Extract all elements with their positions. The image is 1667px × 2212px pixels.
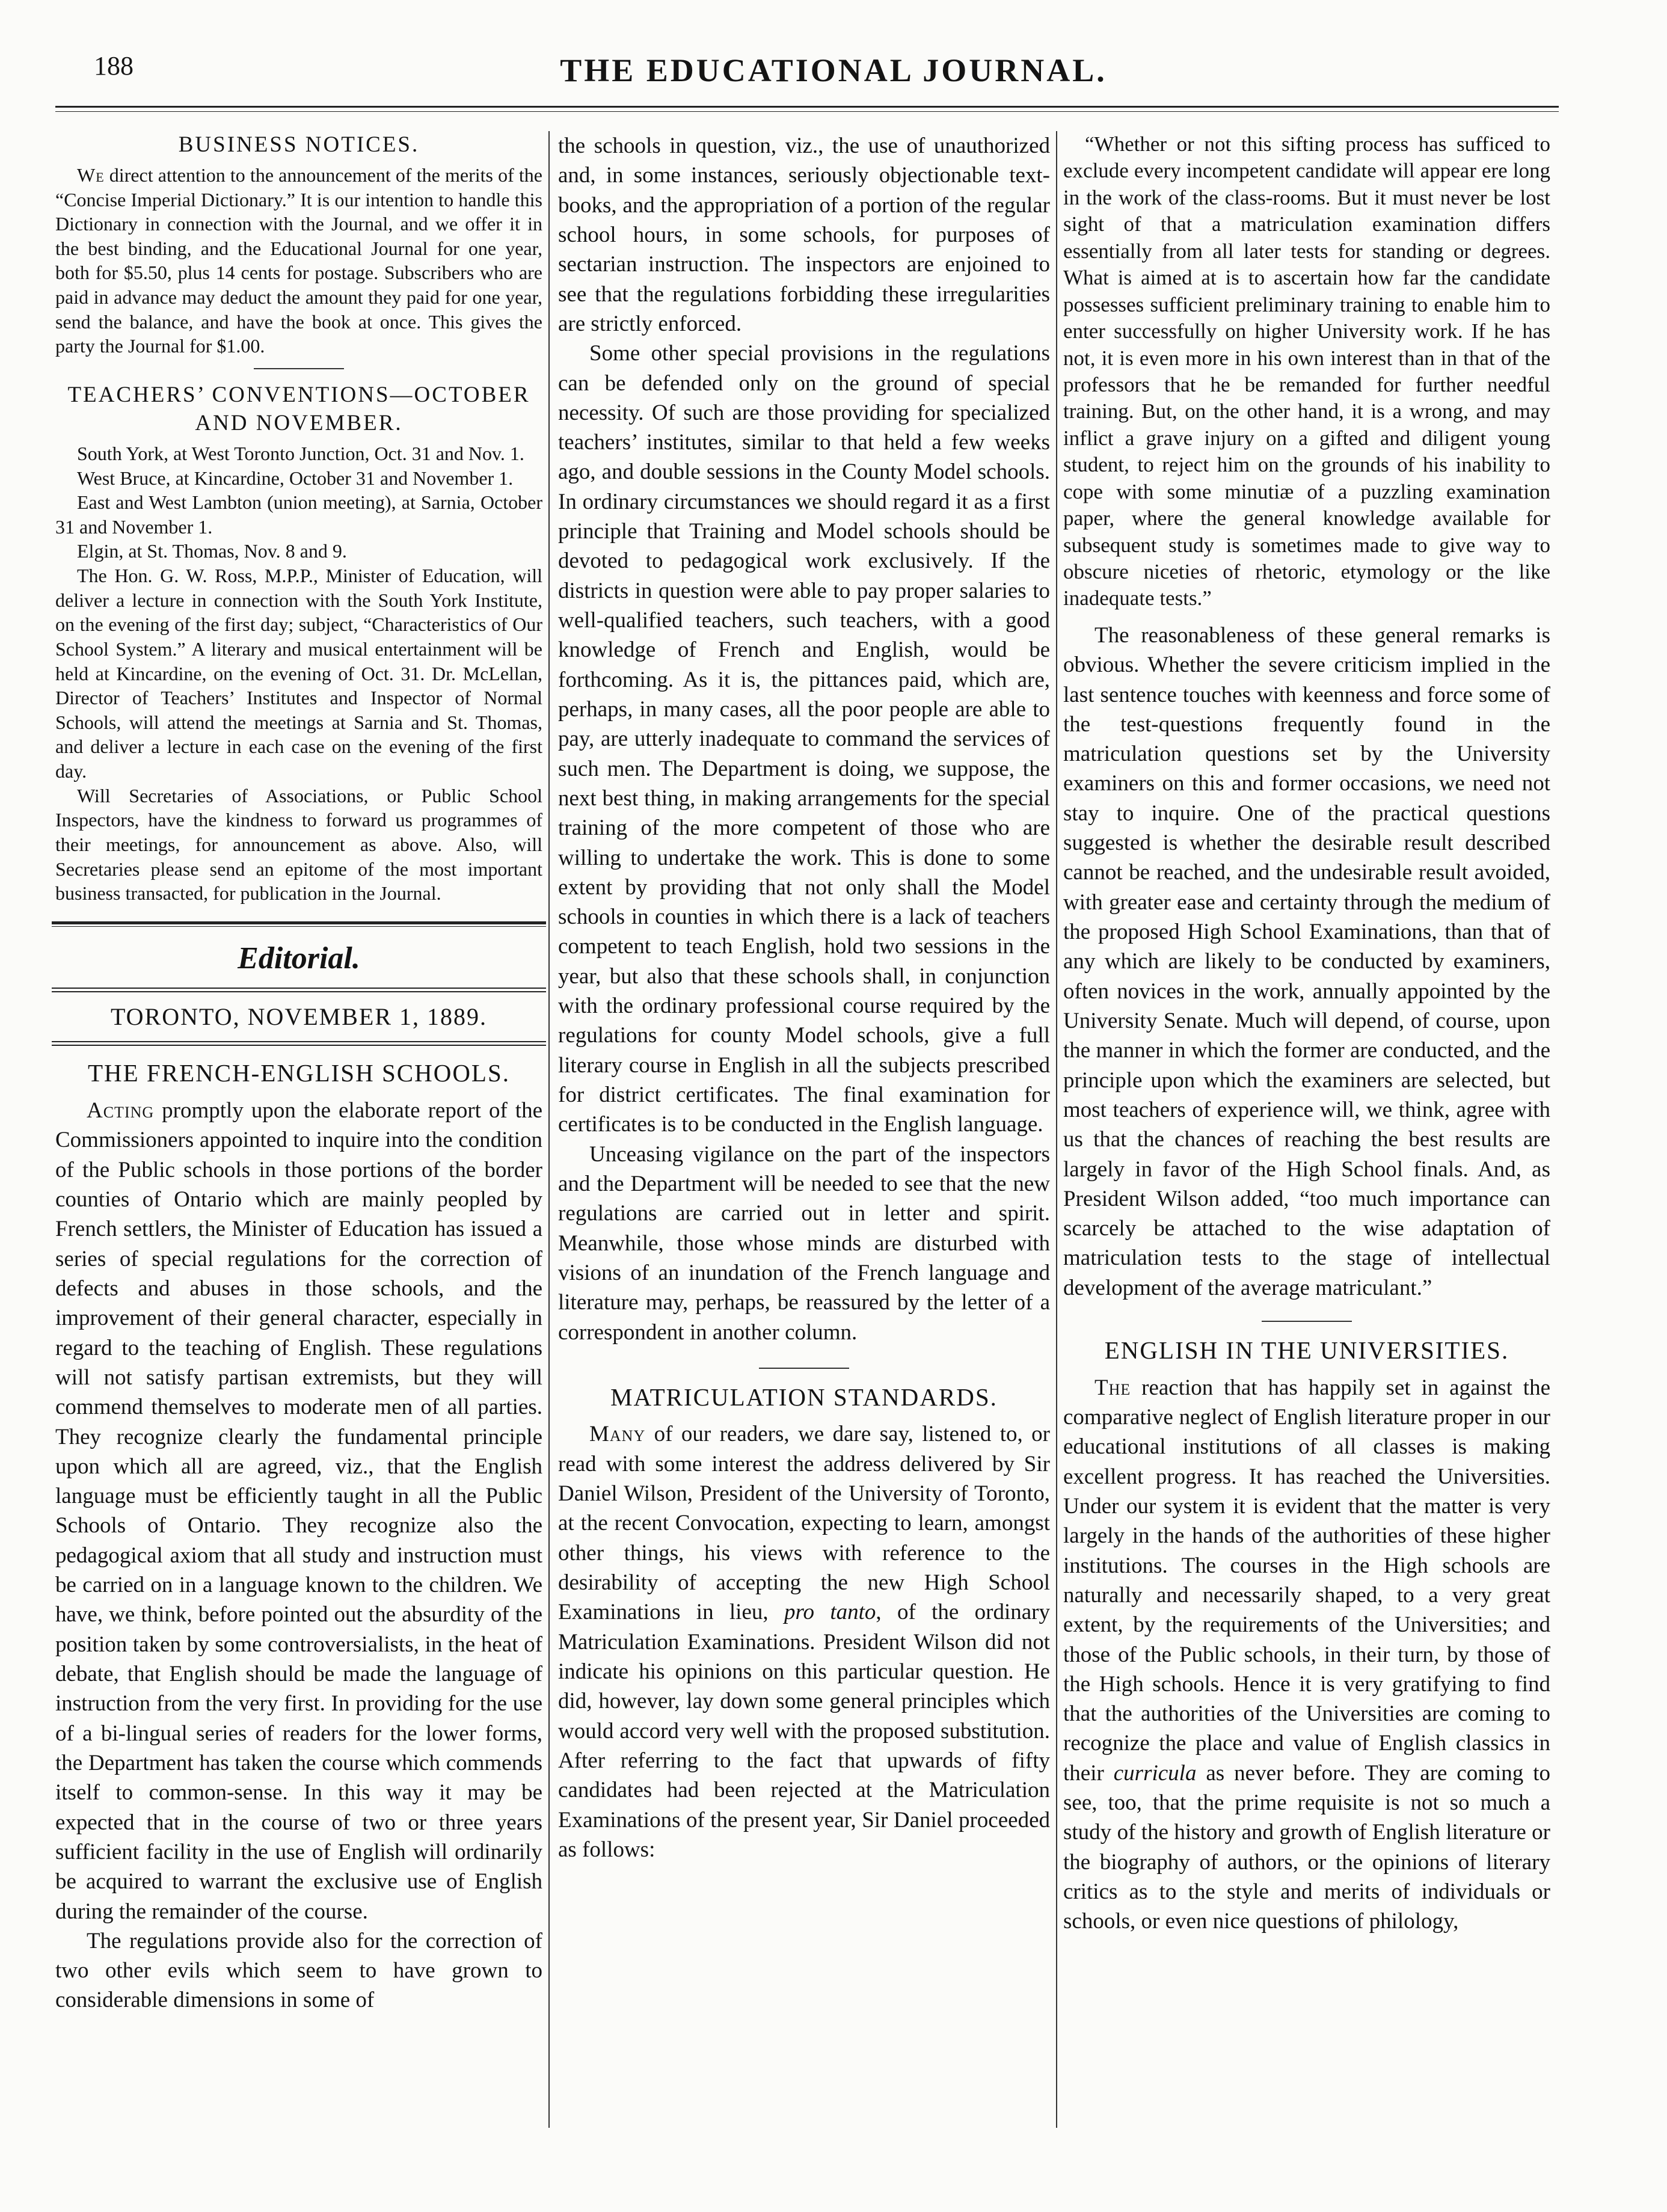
convention-item: East and West Lambton (union meeting), at Sarnia, October 31 and November 1.: [55, 491, 542, 538]
running-title: THE EDUCATIONAL JOURNAL.: [560, 52, 1107, 88]
article-title: THE FRENCH-ENGLISH SCHOOLS.: [87, 1059, 511, 1087]
article-text: as never before. They are coming to see, too, that the prime requisite is not so much a study of the history and growth of English literature or the biography of authors, or the opinions of literary critics as to the style and merits of individuals or schools, or even nice questions of philology,: [1063, 1760, 1550, 1934]
column-3: [1063, 131, 1550, 1937]
section-divider: [254, 368, 344, 369]
article-italic: curricula: [1113, 1760, 1197, 1786]
article-text: , of the ordinary Matriculation Examinations. President Wilson did not indicate his opinions on this particular question. He did, however, lay down some general principles which would accord very well with the proposed substitution. After referring to the fact that upwards of fifty candidates had been rejected at the Matriculation Examinations of the present year, Sir Daniel proceeded as follows:: [558, 1600, 1050, 1862]
article-paragraph: Some other special provisions in the regulations can be defended only on the ground of special necessity. Of such are those providing for specialized teachers’ institutes, similar to that held a few weeks ago, and double sessions in the County Model schools. In ordinary circumstances we should regard it as a first principle that Training and Model schools should be devoted to pedagogical work exclusively. If the districts in question were able to pay proper salaries to well-qualified teachers, such teachers, with a good knowledge of French and English, would be forthcoming. As it is, the pittances paid, which are, perhaps, in many cases, all the poor people are able to pay, are utterly inadequate to command the services of such men. The Department is doing, we suppose, the next best thing, in making arrangements for the special training of the more competent of those who are willing to undertake the work. This is done to some extent by providing that not only shall the Model schools in counties in which there is a lack of teachers competent to teach English, hold two sessions in the year, but also that these schools shall, in conjunction with the ordinary professional course required by the regulations for county Model schools, give a full literary course in English in all the subjects prescribed for district certificates. The final examination for certificates is to be conducted in the English language.: [558, 341, 1050, 1137]
thick-rule: [52, 921, 546, 927]
convention-item: West Bruce, at Kincardine, October 31 and November 1.: [77, 467, 514, 489]
article-paragraph: the schools in question, viz., the use of unauthorized and, in some instances, seriously objectionable text-books, and the appropriation of a portion of the regular school hours, in some schools, for purposes of sectarian instruction. The inspectors are enjoined to see that the regulations forbidding these irregularities are strictly enforced.: [558, 134, 1050, 336]
business-notices: [55, 131, 542, 358]
column-divider: [1056, 131, 1057, 2128]
article-paragraph: Unceasing vigilance on the part of the inspectors and the Department will be needed to see that the new regulations are carried out in letter and spirit. Meanwhile, those whose minds are disturbed with visions of an inundation of the French language and literature may, perhaps, be reassured by the letter of a correspondent in another column.: [558, 1141, 1050, 1345]
editorial-heading: Editorial.: [238, 941, 360, 975]
article-title: MATRICULATION STANDARDS.: [610, 1383, 998, 1411]
double-rule: [52, 988, 546, 992]
column-divider: [548, 131, 550, 2128]
business-notices-text: direct attention to the announcement of the merits of the “Concise Imperial Dictionary.” It is our intention to handle this Dictionary in connection with the Journal, and we offer it in the best binding, and the Educational Journal for one year, both for $5.50, plus 14 cents for postage. Subscribers who are paid in advance may deduct the amount they paid for one year, send the balance, and have the book at once. This gives the party the Journal for $1.00.: [55, 164, 542, 357]
business-notices-body: [55, 163, 542, 358]
business-notices-title: BUSINESS NOTICES.: [178, 132, 420, 157]
convention-item: Elgin, at St. Thomas, Nov. 8 and 9.: [77, 540, 347, 562]
conventions-title: TEACHERS’ CONVENTIONS—OCTOBER AND NOVEMBER.: [67, 382, 530, 435]
quotation: [1063, 131, 1550, 612]
article-lead: Acting: [87, 1098, 155, 1123]
convention-item: The Hon. G. W. Ross, M.P.P., Minister of Education, will deliver a lecture in connection with the South York Institute, on the evening of the first day; subject, “Characteristics of Our School System.” A literary and musical entertainment will be held at Kincardine, on the evening of Oct. 31. Dr. McLellan, Director of Teachers’ Institutes and Inspector of Normal Schools, will attend the meetings at Sarnia and St. Thomas, and deliver a lecture in each case on the evening of the first day.: [55, 565, 542, 782]
convention-item: South York, at West Toronto Junction, Oct. 31 and Nov. 1.: [77, 442, 524, 464]
business-notices-lead: We: [77, 164, 105, 186]
article-italic: pro tanto: [784, 1600, 876, 1625]
article-paragraph: [1063, 1373, 1550, 1937]
article-text: reaction that has happily set in against the comparative neglect of English literature proper in our educational institutions of all classes is making excellent progress. It has reached the Universities. Under our system it is evident that the matter is very largely in the hands of the authorities of these higher institutions. The courses in the High schools are naturally and necessarily shaped, to a very great extent, by the requirements of the Universities; and those of the Public schools, in their turn, by those of the High schools. Hence it is very gratifying to find that the authorities of the Universities are coming to recognize the place and value of English classics in their: [1063, 1375, 1550, 1786]
article-paragraph: [55, 1096, 542, 1926]
article-lead: Many: [589, 1422, 646, 1447]
dateline: TORONTO, NOVEMBER 1, 1889.: [110, 1003, 488, 1031]
page-number: 188: [94, 51, 134, 81]
article-text: of our readers, we dare say, listened to, or read with some interest the address delivered by Sir Daniel Wilson, President of the University of Toronto, at the recent Convocation, expecting to learn, amongst other things, his views with reference to the desirability of accepting the new High School Examinations in lieu,: [558, 1422, 1050, 1625]
article-paragraph: The regulations provide also for the correction of two other evils which seem to have grown to considerable dimensions in some of: [55, 1928, 542, 2013]
convention-item: Will Secretaries of Associations, or Public School Inspectors, have the kindness to forward us programmes of their meetings, for announcement as above. Also, will Secretaries please send an epitome of the most important business transacted, for publication in the Journal.: [55, 784, 542, 905]
header-rule: [55, 106, 1559, 112]
article-lead: The: [1094, 1375, 1131, 1400]
column-2: [558, 131, 1050, 1864]
article-paragraph: The reasonableness of these general remarks is obvious. Whether the severe criticism implied in the last sentence touches with keenness and force some of the test-questions frequently found in the matriculation questions set by the University examiners on this and former occasions, we need not stay to inquire. One of the practical questions suggested is whether the desirable result described cannot be reached, and the undesirable result avoided, with greater ease and certainty through the medium of the proposed High School Examinations, than that of any which are likely to be conducted by examiners, often novices in the work, annually appointed by the University Senate. Much will depend, of course, upon the manner in which the former are conducted, and the principle upon which the examiners are selected, but most teachers of experience will, we think, agree with us that the chances of reaching the best results are largely in favor of the High School finals. And, as President Wilson added, “too much importance can scarcely be attached to the wise adaptation of matriculation tests to the stage of intellectual development of the average matriculant.”: [1063, 622, 1550, 1300]
article-title: ENGLISH IN THE UNIVERSITIES.: [1104, 1336, 1509, 1365]
article-paragraph: [558, 1419, 1050, 1864]
section-divider: [1262, 1321, 1352, 1322]
column-1: [55, 131, 542, 2015]
article-text: promptly upon the elaborate report of the Commissioners appointed to inquire into the condition of the Public schools in those portions of the border counties of Ontario which are mainly peopled by French settlers, the Minister of Education has issued a series of special regulations for the correction of defects and abuses in those schools, and the improvement of their general character, especially in regard to the teaching of English. These regulations will not satisfy partisan extremists, but they will commend themselves to moderate men of all parties. They recognize clearly the fundamental principle upon which all are agreed, viz., that the English language must be efficiently taught in all the Public Schools of Ontario. They recognize also the pedagogical axiom that all study and instruction must be carried on in a language known to the children. We have, we think, before pointed out the absurdity of the position taken by some controversialists, in the heat of debate, that English should be made the language of instruction from the very first. In providing for the use of a bi-lingual series of readers for the lower forms, the Department has taken the course which commends itself to common-sense. In this way it may be expected that in the course of two or three years sufficient facility in the use of English will ordinarily be acquired to warrant the exclusive use of English during the remainder of the course.: [55, 1098, 542, 1924]
quotation-text: “Whether or not this sifting process has sufficed to exclude every incompetent candidate will appear ere long in the work of the class-rooms. But it must never be lost sight of that a matriculation examination differs essentially from all later tests for standing or degrees. What is aimed at is to ascertain how far the candidate possesses sufficient preliminary training to enable him to enter successfully on higher University work. If he has not, it is even more in his own interest than in that of the professors that he be remanded for further needful training. But, on the other hand, it is a wrong, and may inflict a grave injury on a gifted and diligent young student, to reject him on the grounds of his inability to cope with some minutiæ of a puzzling examination paper, where the general knowledge available for subsequent study is sometimes made to give way to obscure niceties of rhetoric, etymology or the like inadequate tests.”: [1063, 132, 1550, 610]
conventions: [55, 381, 542, 906]
double-rule: [52, 1041, 546, 1046]
section-divider: [759, 1368, 849, 1369]
